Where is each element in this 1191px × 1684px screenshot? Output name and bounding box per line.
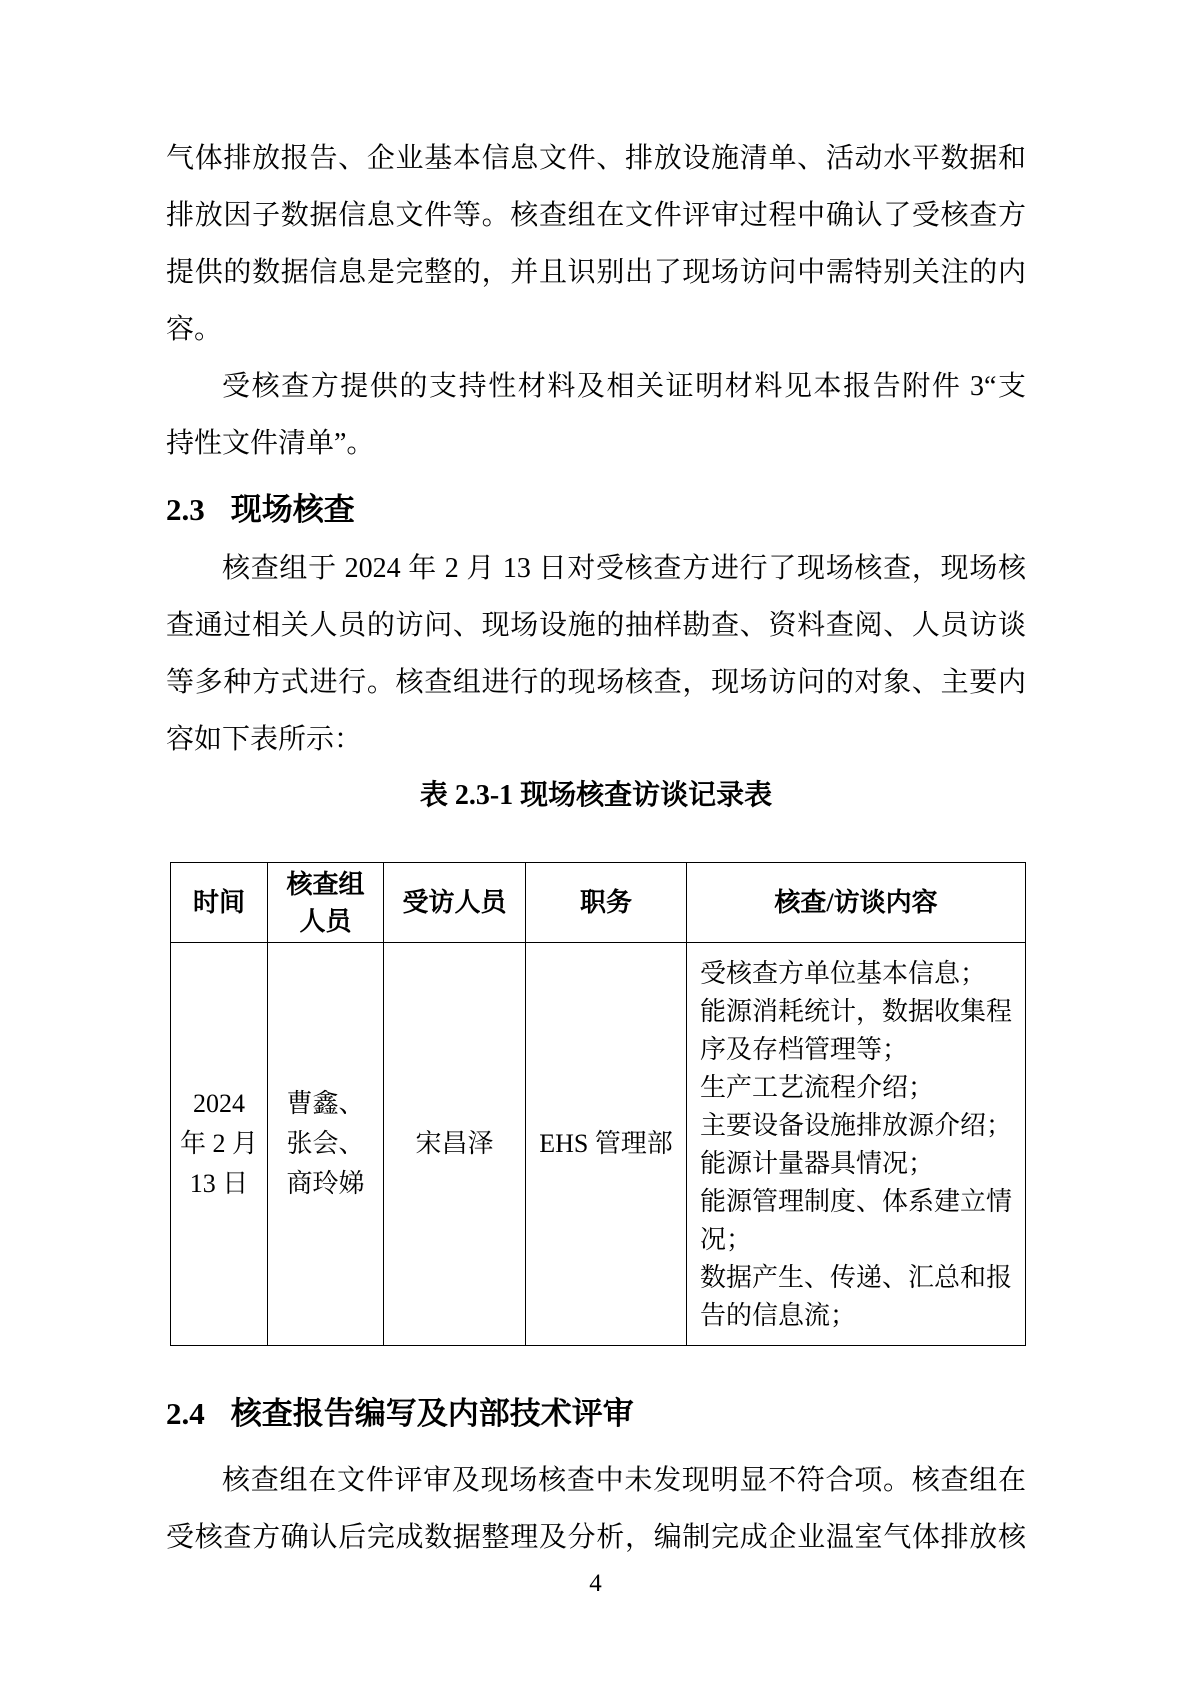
paragraph-line: 查通过相关人员的访问、现场设施的抽样勘查、资料查阅、人员访谈 <box>166 610 1026 641</box>
report-writing-paragraph <box>166 1452 1026 1566</box>
section-title: 核查报告编写及内部技术评审 <box>230 1396 634 1431</box>
interview-record-table <box>170 862 1026 1346</box>
cell-verification-content <box>687 943 1026 1346</box>
column-header-interviewee: 受访人员 <box>384 863 526 943</box>
paragraph-line: 受核查方确认后完成数据整理及分析，编制完成企业温室气体排放核 <box>166 1522 1026 1553</box>
cell-team: 曹鑫、张会、商玲娣 <box>268 943 384 1346</box>
section-number: 2.4 <box>166 1396 205 1431</box>
content-line: 能源管理制度、体系建立情况； <box>700 1187 1013 1254</box>
content-line: 能源消耗统计，数据收集程序及存档管理等； <box>700 997 1013 1064</box>
column-header-time: 时间 <box>171 863 268 943</box>
content-line: 主要设备设施排放源介绍； <box>700 1111 1013 1140</box>
section-heading-2-3 <box>166 488 1026 532</box>
paragraph-line: 容如下表所示： <box>166 724 363 755</box>
paragraph-line: 持性文件清单”。 <box>166 428 375 459</box>
column-header-position: 职务 <box>526 863 687 943</box>
paragraph-line: 受核查方提供的支持性材料及相关证明材料见本报告附件 3“支 <box>222 371 1026 402</box>
page-number: 4 <box>589 1570 602 1597</box>
paragraph-line: 等多种方式进行。核查组进行的现场核查，现场访问的对象、主要内 <box>166 667 1026 698</box>
paragraph-line: 容。 <box>166 314 223 345</box>
column-header-team: 核查组 人员 <box>268 863 384 943</box>
table-caption: 表 2.3-1 现场核查访谈记录表 <box>419 780 773 811</box>
cell-position: EHS 管理部 <box>526 943 687 1346</box>
paragraph-line: 核查组于 2024 年 2 月 13 日对受核查方进行了现场核查，现场核 <box>222 553 1026 584</box>
cell-interviewee: 宋昌泽 <box>384 943 526 1346</box>
onsite-verification-paragraph <box>166 540 1026 768</box>
paragraph-line: 排放因子数据信息文件等。核查组在文件评审过程中确认了受核查方 <box>166 200 1026 231</box>
column-header-content: 核查/访谈内容 <box>687 863 1026 943</box>
table-row <box>171 943 1026 1346</box>
content-line: 能源计量器具情况； <box>700 1149 935 1178</box>
paragraph-line: 气体排放报告、企业基本信息文件、排放设施清单、活动水平数据和 <box>166 143 1026 174</box>
page-content <box>166 130 1026 1566</box>
intro-paragraph <box>166 130 1026 358</box>
paragraph-line: 核查组在文件评审及现场核查中未发现明显不符合项。核查组在 <box>222 1465 1026 1496</box>
attachment-paragraph <box>166 358 1026 472</box>
section-heading-2-4 <box>166 1392 1026 1436</box>
section-number: 2.3 <box>166 492 205 527</box>
table-header-row <box>171 863 1026 943</box>
content-line: 数据产生、传递、汇总和报告的信息流； <box>700 1263 1013 1330</box>
content-line: 生产工艺流程介绍； <box>700 1073 935 1102</box>
section-title: 现场核查 <box>230 492 355 527</box>
paragraph-line: 提供的数据信息是完整的，并且识别出了现场访问中需特别关注的内 <box>166 257 1026 288</box>
content-line: 受核查方单位基本信息； <box>700 959 987 988</box>
cell-time: 2024 年 2 月 13 日 <box>171 943 268 1346</box>
